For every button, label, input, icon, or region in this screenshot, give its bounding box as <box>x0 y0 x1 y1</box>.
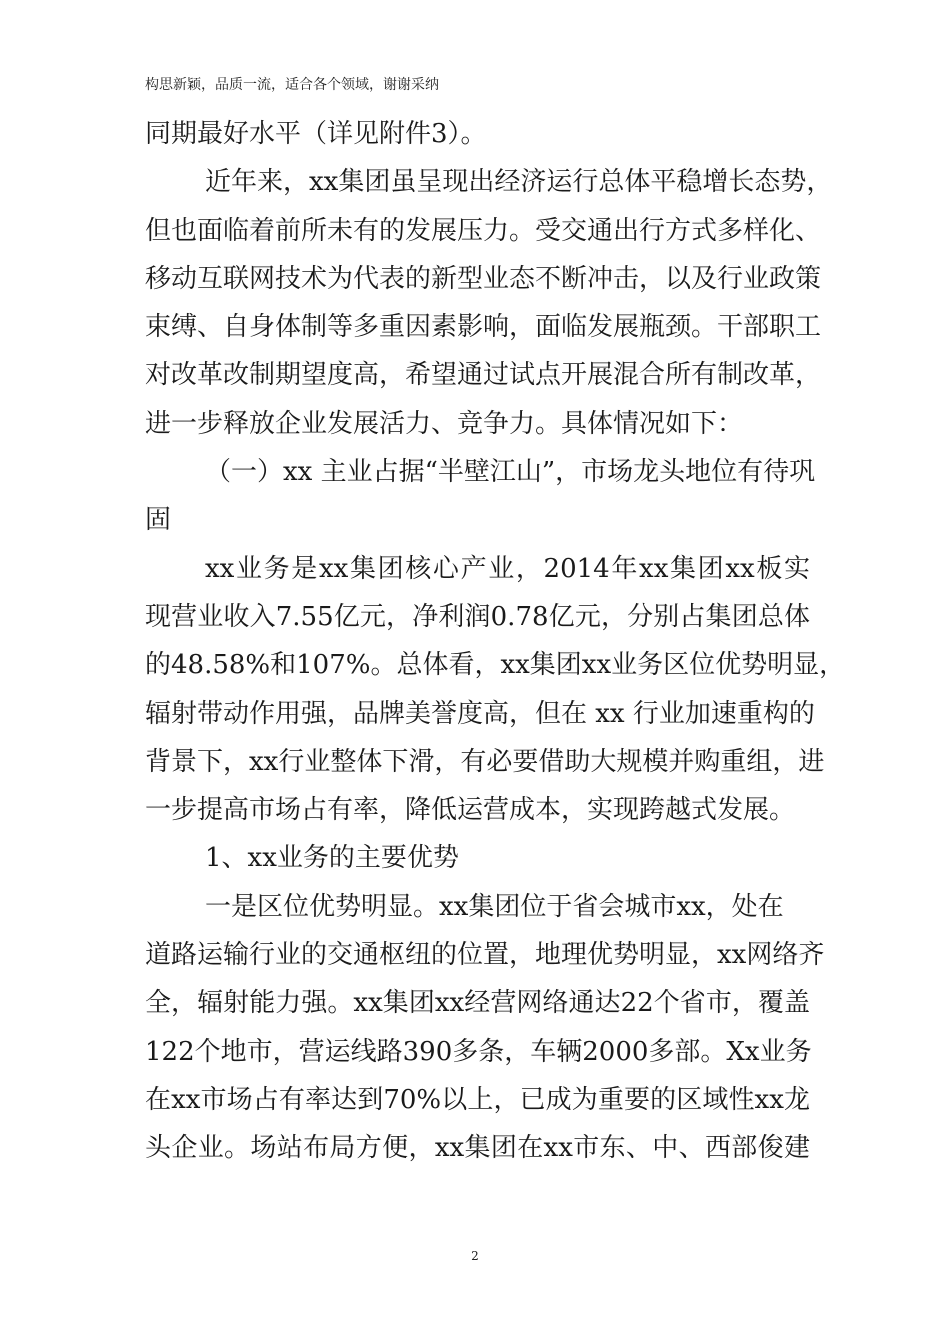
text-line: 移动互联网技术为代表的新型业态不断冲击，以及行业政策 <box>145 263 822 294</box>
text-line: 122个地市，营运线路390多条，车辆2000多部。Xx业务 <box>145 1036 812 1067</box>
page-number: 2 <box>471 1249 479 1263</box>
text-line: 道路运输行业的交通枢纽的位置，地理优势明显，xx网络齐 <box>145 940 825 971</box>
text-line: 的48.58%和107%。总体看，xx集团xx业务区位优势明显， <box>145 650 846 681</box>
header-note: 构思新颖，品质一流，适合各个领域，谢谢采纳 <box>145 77 439 93</box>
text-line: 现营业收入7.55亿元，净利润0.78亿元，分别占集团总体 <box>145 601 810 632</box>
text-line: 一是区位优势明显。xx集团位于省会城市xx，处在 <box>205 891 784 922</box>
text-line: 全，辐射能力强。xx集团xx经营网络通达22个省市，覆盖 <box>145 988 810 1019</box>
text-line: 头企业。场站布局方便，xx集团在xx市东、中、西部俊建 <box>145 1133 810 1164</box>
text-line: 同期最好水平（详见附件3）。 <box>145 119 487 149</box>
text-line: 束缚、自身体制等多重因素影响，面临发展瓶颈。干部职工 <box>145 312 822 343</box>
text-line: 背景下，xx行业整体下滑，有必要借助大规模并购重组，进 <box>145 746 825 777</box>
section-heading-line: （一）xx 主业占据“半壁江山”，市场龙头地位有待巩 <box>205 457 816 488</box>
text-line: 进一步释放企业发展活力、竞争力。具体情况如下： <box>145 408 744 439</box>
text-line: 近年来，xx集团虽呈现出经济运行总体平稳增长态势， <box>205 167 833 198</box>
section-heading-line: 固 <box>145 505 172 536</box>
text-line: 辐射带动作用强，品牌美誉度高，但在 xx 行业加速重构的 <box>145 698 815 729</box>
subsection-heading: 1、xx业务的主要优势 <box>205 843 459 874</box>
text-line: xx业务是xx集团核心产业，2014年xx集团xx板实 <box>205 553 810 584</box>
text-line: 对改革改制期望度高，希望通过试点开展混合所有制改革， <box>145 360 822 391</box>
text-line: 一步提高市场占有率，降低运营成本，实现跨越式发展。 <box>145 795 796 826</box>
body-text <box>145 110 846 1173</box>
text-line: 但也面临着前所未有的发展压力。受交通出行方式多样化、 <box>145 215 822 246</box>
text-line: 在xx市场占有率达到70%以上，已成为重要的区域性xx龙 <box>145 1084 810 1115</box>
